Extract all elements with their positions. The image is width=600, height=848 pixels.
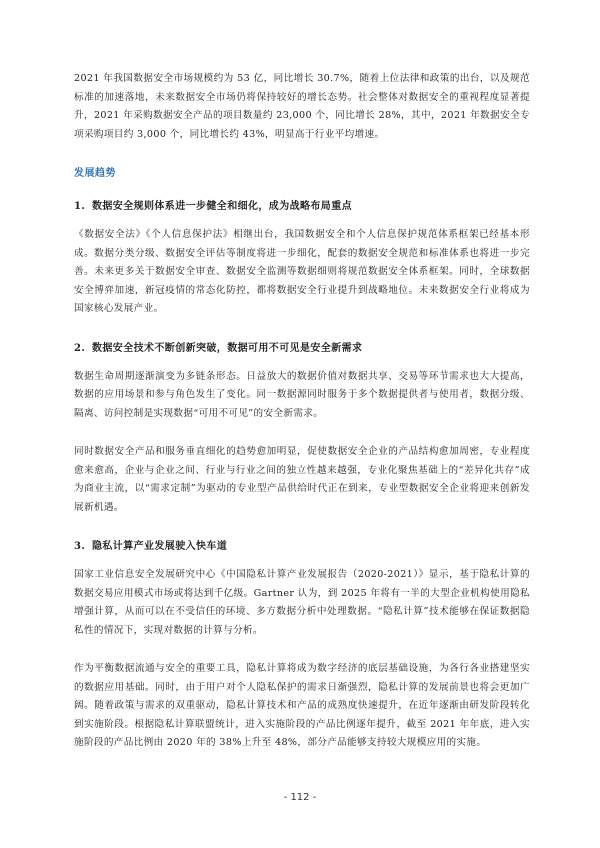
- section-2-paragraph-a: 数据生命周期逐渐演变为多链条形态。日益放大的数据价值对数据共享、交易等环节需求也大大提高，数据的应用场景和参与角色发生了变化。同一数据源同时服务于多个数据提供者与使用者，数据分级、隔离、访问控制是实现数据“可用不可见”的安全新需求。: [74, 370, 530, 419]
- section-title: 发展趋势: [74, 168, 116, 179]
- section-1-paragraph: 《数据安全法》《个人信息保护法》相继出台，我国数据安全和个人信息保护规范体系框架已经基本形成。数据分类分级、数据安全评估等制度将进一步细化，配套的数据安全规范和标准体系也将进一步完善。未来更多关于数据安全审查、数据安全监测等数据细则将规范数据安全体系框架。同时，全球数据安全博弈加速，新冠疫情的常态化防控，都将数据安全行业提升到战略地位。未来数据安全行业将成为国家核心发展产业。: [74, 229, 530, 314]
- heading-3: [74, 537, 530, 552]
- heading-3-text: 隐私计算产业发展驶入快车道: [92, 541, 228, 552]
- heading-1-text: 数据安全规则体系进一步健全和细化，成为战略布局重点: [92, 201, 352, 212]
- heading-1-number: 1.: [74, 201, 86, 212]
- heading-1: [74, 197, 530, 212]
- heading-2-number: 2.: [74, 342, 86, 354]
- heading-3-number: 3.: [74, 541, 86, 552]
- section-3-paragraph-b: 作为平衡数据流通与安全的重要工具，隐私计算将成为数字经济的底层基础设施，为各行各业搭建坚实的数据应用基础。同时，由于用户对个人隐私保护的需求日渐强烈，隐私计算的发展前景也将会更加广阔。随着政策与需求的双重驱动，隐私计算技术和产品的成熟度快速提升，在近年逐渐由研发阶段转化到实施阶段。根据隐私计算联盟统计，进入实施阶段的产品比例逐年提升，截至 2021 年年底，进入实施阶段的产品比例由 2020 年的 38%上升至 48%，部分产品能够支持较大规模应用的实施。: [74, 663, 530, 748]
- section-2-paragraph-b: 同时数据安全产品和服务垂直细化的趋势愈加明显，促使数据安全企业的产品结构愈加周密，专业程度愈来愈高，企业与企业之间、行业与行业之间的独立性越来越强，专业化聚焦基础上的“差异化共存”成为商业主流，以“需求定制”为驱动的专业型产品供给时代正在到来，专业型数据安全企业将迎来创新发展新机遇。: [74, 446, 530, 513]
- document-body: [74, 70, 530, 773]
- page-number: - 112 -: [283, 792, 317, 803]
- section-3-paragraph-a: 国家工业信息安全发展研究中心《中国隐私计算产业发展报告（2020-2021）》显示，基于隐私计算的数据交易应用模式市场或将达到千亿级。Gartner 认为，到 2025 年将有一半的大型企业机构使用隐私增强计算，从而可以在不受信任的环境、多方数据分析中处理数据。“隐私计算”技术能够在保证数据隐私性的情况下，实现对数据的计算与分析。: [74, 569, 530, 636]
- intro-paragraph: 2021 年我国数据安全市场规模约为 53 亿，同比增长 30.7%，随着上位法律和政策的出台，以及规范标准的加速落地，未来数据安全市场仍将保持较好的增长态势。社会整体对数据安全的重视程度显著提升，2021 年采购数据安全产品的项目数量约 23,000 个，同比增长 28%，其中，2021 年数据安全专项采购项目约 3,000 个，同比增长约 43%，明显高于行业平均增速。: [74, 73, 530, 140]
- heading-2: [74, 339, 530, 354]
- heading-2-text: 数据安全技术不断创新突破，数据可用不可见是安全新需求: [92, 342, 363, 354]
